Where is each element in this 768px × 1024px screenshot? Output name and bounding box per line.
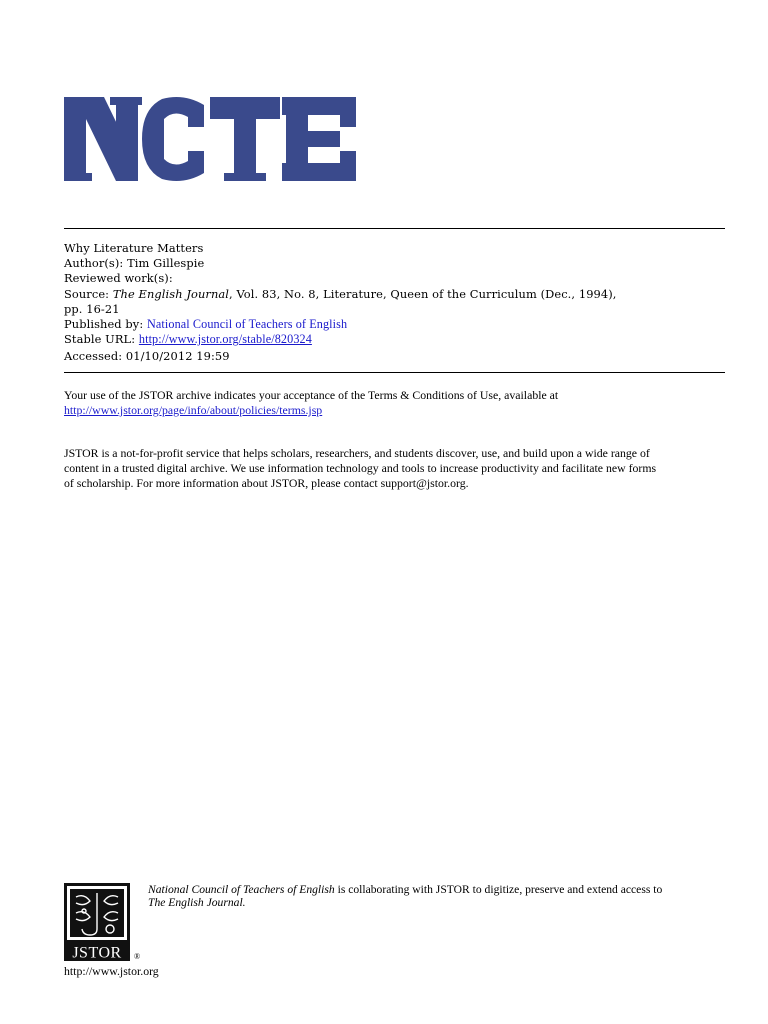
- about-line-3: of scholarship. For more information about JSTOR, please contact support@jstor.org.: [64, 476, 469, 491]
- bottom-divider: [64, 372, 725, 373]
- author-name: Tim Gillespie: [127, 256, 205, 271]
- author-label: Author(s):: [64, 256, 124, 271]
- about-line-1: JSTOR is a not-for-profit service that helps scholars, researchers, and students discover, use, and build upon a wide range of: [64, 446, 650, 460]
- source-pages: pp. 16-21: [64, 301, 120, 316]
- article-title: Why Literature Matters: [64, 241, 204, 255]
- source-line: [64, 287, 734, 302]
- top-divider: [64, 228, 725, 229]
- ncte-logo-graphic: [64, 97, 356, 181]
- about-line-2: content in a trusted digital archive. We use information technology and tools to increase productivity and facilitate new forms: [64, 461, 657, 476]
- source-label: Source:: [64, 286, 110, 301]
- source-details: , Vol. 83, No. 8, Literature, Queen of the Curriculum (Dec., 1994),: [229, 286, 617, 301]
- ncte-logo: [64, 97, 356, 181]
- journal-title: The English Journal: [112, 286, 230, 301]
- author-line: [64, 256, 734, 271]
- stable-url-link[interactable]: http://www.jstor.org/stable/820324: [138, 332, 312, 347]
- published-label: Published by:: [64, 317, 144, 332]
- jstor-logo: [64, 883, 142, 961]
- jstor-logo-graphic: [64, 883, 142, 961]
- stable-url-label: Stable URL:: [64, 332, 136, 347]
- footer-collab-text: is collaborating with JSTOR to digitize, preserve and extend access to: [334, 883, 663, 896]
- publisher-link[interactable]: National Council of Teachers of English: [147, 317, 348, 332]
- stable-url-line: [64, 332, 734, 347]
- accessed-label: Accessed:: [64, 349, 123, 364]
- registered-mark: ®: [134, 952, 141, 961]
- terms-notice: [64, 388, 734, 418]
- terms-link[interactable]: http://www.jstor.org/page/info/about/policies/terms.jsp: [64, 402, 323, 417]
- accessed-date: 01/10/2012 19:59: [125, 349, 230, 364]
- accessed-line: [64, 349, 734, 364]
- collaboration-notice: [148, 884, 738, 909]
- jstor-url[interactable]: http://www.jstor.org: [64, 964, 159, 978]
- footer-journal-line: [148, 897, 738, 910]
- terms-text: Your use of the JSTOR archive indicates your acceptance of the Terms & Conditions of Use, available at: [64, 388, 559, 402]
- publisher-line: [64, 317, 734, 332]
- reviewed-works-label: Reviewed work(s):: [64, 271, 173, 286]
- jstor-about: [64, 446, 734, 492]
- jstor-logo-text: JSTOR: [72, 944, 122, 961]
- citation-block: [64, 241, 734, 365]
- footer-journal: The English Journal.: [148, 895, 246, 909]
- footer-publisher: National Council of Teachers of English: [148, 883, 335, 896]
